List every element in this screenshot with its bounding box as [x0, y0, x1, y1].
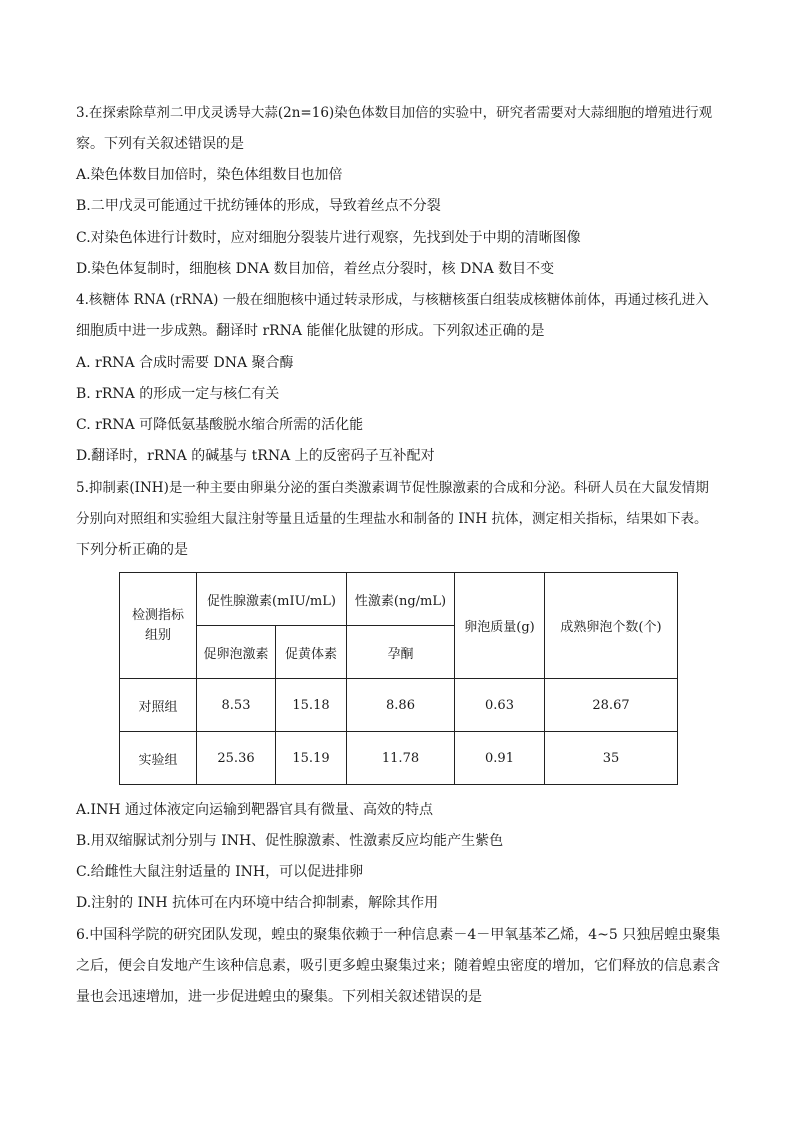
header-sex-hormone: 性激素(ng/mL): [347, 573, 455, 626]
table-row: [120, 732, 678, 785]
table-header-row: [120, 573, 678, 626]
cell-value: 28.67: [545, 679, 678, 732]
question-4-option-a: A. rRNA 合成时需要 DNA 聚合酶: [76, 355, 294, 371]
question-3-stem-line-2: 察。下列有关叙述错误的是: [76, 136, 244, 152]
question-5-stem-line-3: 下列分析正确的是: [76, 542, 188, 558]
question-5-option-a: A.INH 通过体液定向运输到靶器官具有微量、高效的特点: [76, 802, 433, 818]
question-6-stem-line-1: 6.中国科学院的研究团队发现，蝗虫的聚集依赖于一种信息素－4－甲氧基苯乙烯，4~5 只独居蝗虫聚集: [76, 927, 721, 943]
question-4-option-c: C. rRNA 可降低氨基酸脱水缩合所需的活化能: [76, 417, 364, 433]
row-group-experiment: 实验组: [120, 732, 197, 785]
header-lh: 促黄体素: [276, 626, 347, 679]
cell-value: 35: [545, 732, 678, 785]
question-3-option-c: C.对染色体进行计数时，应对细胞分裂装片进行观察，先找到处于中期的清晰图像: [76, 230, 581, 246]
cell-value: 25.36: [197, 732, 276, 785]
corner-label-group: 组别: [144, 627, 171, 643]
cell-value: 15.19: [276, 732, 347, 785]
question-5-stem-line-2: 分别向对照组和实验组大鼠注射等量且适量的生理盐水和制备的 INH 抗体，测定相关指标，结果如下表。: [76, 511, 708, 527]
cell-value: 15.18: [276, 679, 347, 732]
question-4-stem-line-2: 细胞质中进一步成熟。翻译时 rRNA 能催化肽键的形成。下列叙述正确的是: [76, 323, 545, 339]
question-5-stem-line-1: 5.抑制素(INH)是一种主要由卵巢分泌的蛋白类激素调节促性腺激素的合成和分泌。科研人员在大鼠发情期: [76, 480, 709, 496]
cell-value: 8.86: [347, 679, 455, 732]
question-6-stem-line-2: 之后，便会自发地产生该种信息素，吸引更多蝗虫聚集过来；随着蝗虫密度的增加，它们释放的信息素含: [76, 958, 720, 974]
table-row: [120, 679, 678, 732]
table-corner-cell: [120, 573, 197, 679]
header-egg-mass: 卵泡质量(g): [455, 573, 545, 679]
cell-value: 8.53: [197, 679, 276, 732]
question-4-stem-line-1: 4.核糖体 RNA (rRNA) 一般在细胞核中通过转录形成，与核糖核蛋白组装成核糖体前体，再通过核孔进入: [76, 292, 709, 308]
question-4-option-d: D.翻译时，rRNA 的碱基与 tRNA 上的反密码子互补配对: [76, 448, 435, 464]
question-3-option-a: A.染色体数目加倍时，染色体组数目也加倍: [76, 167, 343, 183]
header-progesterone: 孕酮: [347, 626, 455, 679]
corner-label-indicator: 检测指标: [131, 607, 184, 623]
question-3-stem-line-1: 3.在探索除草剂二甲戊灵诱导大蒜(2n=16)染色体数目加倍的实验中，研究者需要对大蒜细胞的增殖进行观: [76, 105, 713, 121]
question-5-option-b: B.用双缩脲试剂分别与 INH、促性腺激素、性激素反应均能产生紫色: [76, 833, 504, 849]
cell-value: 0.63: [455, 679, 545, 732]
question-5-option-d: D.注射的 INH 抗体可在内环境中结合抑制素，解除其作用: [76, 895, 439, 911]
question-3-option-d: D.染色体复制时，细胞核 DNA 数目加倍，着丝点分裂时，核 DNA 数目不变: [76, 261, 555, 277]
header-egg-count: 成熟卵泡个数(个): [545, 573, 678, 679]
cell-value: 0.91: [455, 732, 545, 785]
cell-value: 11.78: [347, 732, 455, 785]
question-5-option-c: C.给雌性大鼠注射适量的 INH，可以促进排卵: [76, 864, 364, 880]
question-4-option-b: B. rRNA 的形成一定与核仁有关: [76, 386, 280, 402]
header-gonadotropin: 促性腺激素(mIU/mL): [197, 573, 347, 626]
question-6-stem-line-3: 量也会迅速增加，进一步促进蝗虫的聚集。下列相关叙述错误的是: [76, 989, 482, 1005]
header-fsh: 促卵泡激素: [197, 626, 276, 679]
row-group-control: 对照组: [120, 679, 197, 732]
hormone-data-table: [119, 572, 678, 785]
question-3-option-b: B.二甲戊灵可能通过干扰纺锤体的形成，导致着丝点不分裂: [76, 198, 441, 214]
